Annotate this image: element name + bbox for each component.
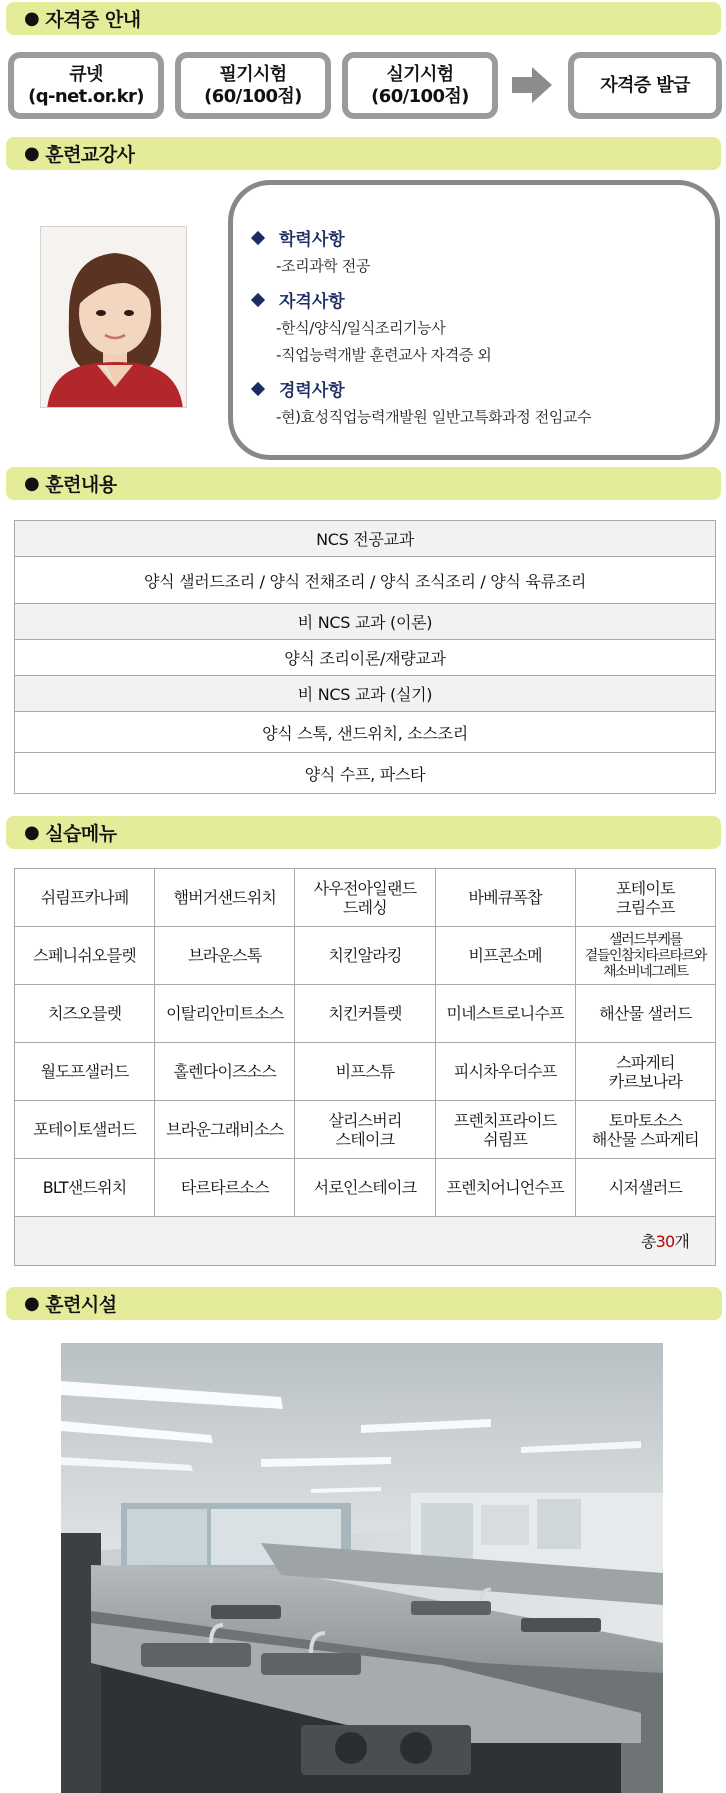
facility-photo (61, 1343, 663, 1793)
table-row: 양식 조리이론/재량교과 (15, 640, 716, 676)
flow-step-sub: (60/100점) (204, 85, 302, 107)
menu-total: 총30개 (15, 1217, 716, 1266)
section-header-menu (6, 816, 721, 849)
certification-item: -직업능력개발 훈련교사 자격증 외 (276, 346, 492, 364)
menu-item: 시저샐러드 (575, 1159, 715, 1217)
table-row-total (15, 1217, 716, 1266)
menu-item: 월도프샐러드 (15, 1043, 155, 1101)
section-title: 훈련내용 (45, 474, 117, 496)
table-header-ncs: NCS 전공교과 (15, 521, 716, 557)
instructor-photo (40, 226, 187, 408)
menu-item: 바베큐폭찹 (435, 869, 575, 927)
arrow-right-icon (512, 67, 552, 103)
menu-total-count: 30 (655, 1231, 675, 1251)
menu-item: 브라운스톡 (155, 927, 295, 985)
menu-item: 쉬림프카나페 (15, 869, 155, 927)
flow-step-sub: (q-net.or.kr) (28, 85, 144, 107)
diamond-bullet-icon (251, 381, 265, 395)
section-header-cert (6, 2, 721, 35)
table-row: 양식 샐러드조리 / 양식 전채조리 / 양식 조식조리 / 양식 육류조리 (15, 557, 716, 604)
menu-item: 비프스튜 (295, 1043, 435, 1101)
flow-step-title: 큐넷 (69, 63, 103, 85)
bullet-icon: ● (24, 473, 40, 494)
menu-item: 비프콘소메 (435, 927, 575, 985)
section-title: 자격증 안내 (45, 9, 141, 31)
training-content-table (14, 520, 716, 794)
instructor-info-card (228, 180, 720, 460)
menu-item: 프렌치어니언수프 (435, 1159, 575, 1217)
table-row (15, 1101, 716, 1159)
menu-item: 치킨커틀렛 (295, 985, 435, 1043)
bullet-icon: ● (24, 822, 40, 843)
table-row (15, 1159, 716, 1217)
flow-step-title: 실기시험 (386, 63, 454, 85)
menu-item: 미네스트로니수프 (435, 985, 575, 1043)
flow-step-sub: (60/100점) (371, 85, 469, 107)
practice-menu-table (14, 868, 716, 1266)
menu-item: 타르타르소스 (155, 1159, 295, 1217)
certification-heading: 자격사항 (253, 287, 345, 312)
flow-step-certificate-issue (568, 52, 722, 119)
table-header-non-ncs-practice: 비 NCS 교과 (실기) (15, 676, 716, 712)
table-header-non-ncs-theory: 비 NCS 교과 (이론) (15, 604, 716, 640)
career-item: -현)효성직업능력개발원 일반고특화과정 전임교수 (276, 408, 592, 426)
flow-step-practical-exam (342, 52, 498, 119)
section-header-instructor (6, 137, 721, 170)
menu-item: 피시차우더수프 (435, 1043, 575, 1101)
menu-item: 샐러드부케를 곁들인참치타르타르와 채소비네그레트 (575, 927, 715, 985)
menu-item: 프렌치프라이드 쉬림프 (435, 1101, 575, 1159)
table-row (15, 869, 716, 927)
menu-item: 서로인스테이크 (295, 1159, 435, 1217)
section-title: 훈련교강사 (45, 144, 135, 166)
education-item: -조리과학 전공 (276, 257, 370, 275)
flow-step-title: 필기시험 (219, 63, 287, 85)
section-title: 실습메뉴 (45, 823, 117, 845)
menu-item: 살리스버리 스테이크 (295, 1101, 435, 1159)
table-row (15, 1043, 716, 1101)
menu-item: 이탈리안미트소스 (155, 985, 295, 1043)
menu-item: 치즈오믈렛 (15, 985, 155, 1043)
flow-step-written-exam (175, 52, 331, 119)
section-header-content (6, 467, 721, 500)
menu-item: 치킨알라킹 (295, 927, 435, 985)
education-heading: 학력사항 (253, 225, 345, 250)
bullet-icon: ● (24, 1293, 40, 1314)
table-row (15, 927, 716, 985)
menu-item: 해산물 샐러드 (575, 985, 715, 1043)
table-row: 양식 스톡, 샌드위치, 소스조리 (15, 712, 716, 753)
flow-step-title: 자격증 발급 (600, 74, 690, 96)
table-row (15, 985, 716, 1043)
menu-item: 포테이토 크림수프 (575, 869, 715, 927)
section-header-facility (6, 1287, 722, 1320)
menu-item: 포테이토샐러드 (15, 1101, 155, 1159)
menu-item: 사우전아일랜드 드레싱 (295, 869, 435, 927)
menu-item: 토마토소스 해산물 스파게티 (575, 1101, 715, 1159)
career-heading: 경력사항 (253, 376, 345, 401)
menu-item: 홀렌다이즈소스 (155, 1043, 295, 1101)
diamond-bullet-icon (251, 292, 265, 306)
certification-item: -한식/양식/일식조리기능사 (276, 319, 446, 337)
table-row: 양식 수프, 파스타 (15, 753, 716, 794)
menu-item: 브라운그래비소스 (155, 1101, 295, 1159)
diamond-bullet-icon (251, 230, 265, 244)
bullet-icon: ● (24, 8, 40, 29)
menu-item: BLT샌드위치 (15, 1159, 155, 1217)
menu-item: 스파게티 카르보나라 (575, 1043, 715, 1101)
menu-item: 스페니쉬오믈렛 (15, 927, 155, 985)
bullet-icon: ● (24, 143, 40, 164)
flow-step-qnet (8, 52, 164, 119)
section-title: 훈련시설 (45, 1294, 117, 1316)
menu-item: 햄버거샌드위치 (155, 869, 295, 927)
